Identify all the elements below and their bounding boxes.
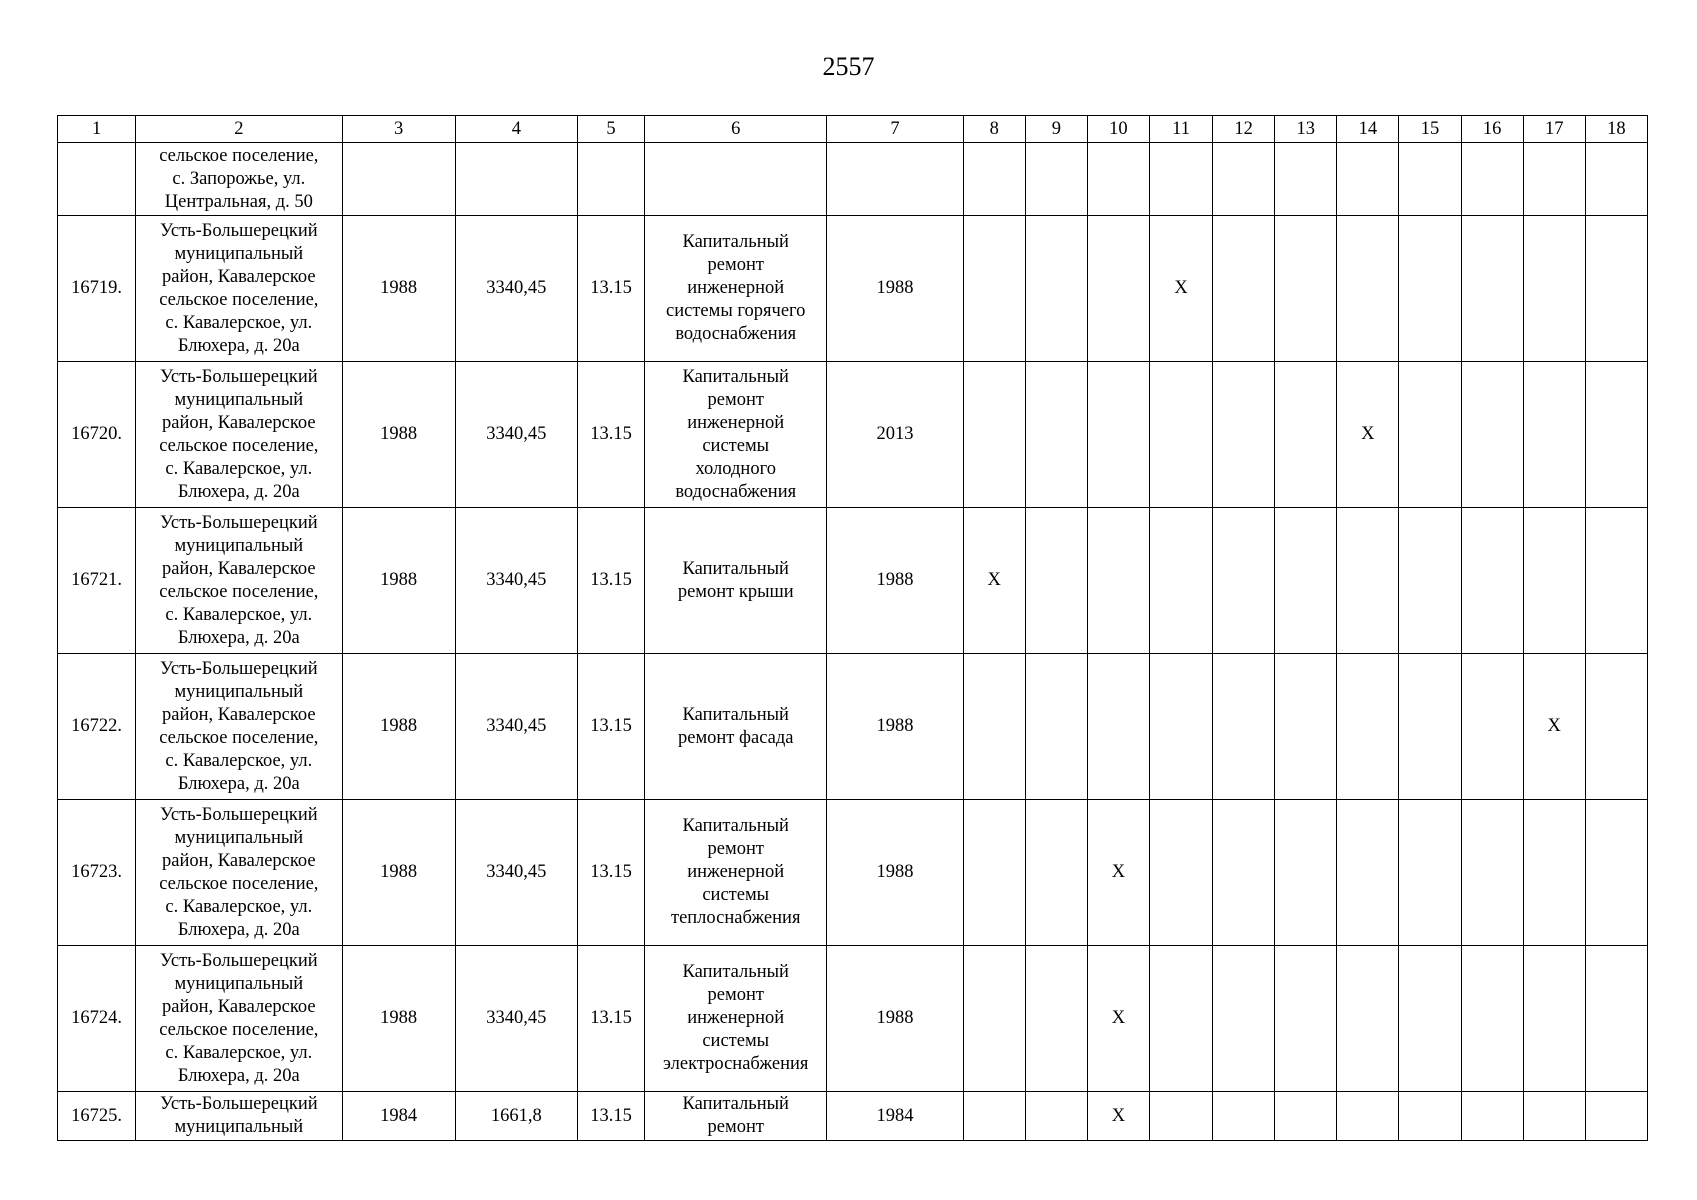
period-mark-col-15 bbox=[1399, 946, 1461, 1092]
period-mark-col-12 bbox=[1213, 216, 1275, 362]
period-mark-col-10 bbox=[1087, 508, 1149, 654]
table-row bbox=[58, 800, 1648, 946]
area-cell: 3340,45 bbox=[455, 654, 577, 800]
period-mark-col-11 bbox=[1149, 143, 1212, 216]
code-cell: 13.15 bbox=[577, 508, 644, 654]
period-mark-col-17 bbox=[1523, 216, 1585, 362]
period-mark-col-16 bbox=[1461, 216, 1523, 362]
address-cell: сельское поселение, с. Запорожье, ул. Центральная, д. 50 bbox=[136, 143, 342, 216]
column-header: 13 bbox=[1275, 116, 1337, 143]
table-row bbox=[58, 654, 1648, 800]
code-cell: 13.15 bbox=[577, 216, 644, 362]
period-mark-col-17: X bbox=[1523, 654, 1585, 800]
code-cell bbox=[577, 143, 644, 216]
period-mark-col-10 bbox=[1087, 654, 1149, 800]
period-mark-col-14 bbox=[1337, 216, 1399, 362]
work-type-cell: Капитальный ремонт фасада bbox=[645, 654, 827, 800]
address-cell: Усть-Большерецкий муниципальный район, Кавалерское сельское поселение, с. Кавалерское, ул. Блюхера, д. 20а bbox=[136, 654, 342, 800]
period-mark-col-12 bbox=[1213, 654, 1275, 800]
period-mark-col-13 bbox=[1275, 800, 1337, 946]
period-mark-col-11 bbox=[1149, 946, 1212, 1092]
period-mark-col-14: X bbox=[1337, 362, 1399, 508]
address-cell: Усть-Большерецкий муниципальный район, Кавалерское сельское поселение, с. Кавалерское, ул. Блюхера, д. 20а bbox=[136, 216, 342, 362]
period-mark-col-14 bbox=[1337, 1092, 1399, 1141]
year-built-cell: 1988 bbox=[342, 946, 455, 1092]
year-work-cell: 1988 bbox=[827, 216, 963, 362]
column-header: 7 bbox=[827, 116, 963, 143]
year-built-cell: 1988 bbox=[342, 800, 455, 946]
period-mark-col-11 bbox=[1149, 800, 1212, 946]
code-cell: 13.15 bbox=[577, 800, 644, 946]
row-number: 16723. bbox=[58, 800, 136, 946]
period-mark-col-13 bbox=[1275, 946, 1337, 1092]
column-header: 10 bbox=[1087, 116, 1149, 143]
table-row bbox=[58, 216, 1648, 362]
period-mark-col-15 bbox=[1399, 654, 1461, 800]
period-mark-col-15 bbox=[1399, 508, 1461, 654]
work-type-cell: Капитальный ремонт инженерной системы горячего водоснабжения bbox=[645, 216, 827, 362]
period-mark-col-17 bbox=[1523, 143, 1585, 216]
table-row bbox=[58, 508, 1648, 654]
table-row bbox=[58, 946, 1648, 1092]
period-mark-col-8 bbox=[963, 1092, 1025, 1141]
column-number-header-row bbox=[58, 116, 1648, 143]
period-mark-col-9 bbox=[1025, 946, 1087, 1092]
period-mark-col-13 bbox=[1275, 508, 1337, 654]
area-cell: 3340,45 bbox=[455, 216, 577, 362]
work-type-cell: Капитальный ремонт инженерной системы холодного водоснабжения bbox=[645, 362, 827, 508]
period-mark-col-15 bbox=[1399, 143, 1461, 216]
year-work-cell: 1988 bbox=[827, 946, 963, 1092]
period-mark-col-8 bbox=[963, 654, 1025, 800]
row-number: 16720. bbox=[58, 362, 136, 508]
year-built-cell: 1988 bbox=[342, 362, 455, 508]
year-built-cell bbox=[342, 143, 455, 216]
area-cell: 3340,45 bbox=[455, 508, 577, 654]
address-cell: Усть-Большерецкий муниципальный район, Кавалерское сельское поселение, с. Кавалерское, ул. Блюхера, д. 20а bbox=[136, 800, 342, 946]
period-mark-col-9 bbox=[1025, 800, 1087, 946]
period-mark-col-10: X bbox=[1087, 1092, 1149, 1141]
period-mark-col-15 bbox=[1399, 216, 1461, 362]
period-mark-col-10 bbox=[1087, 216, 1149, 362]
period-mark-col-18 bbox=[1585, 654, 1647, 800]
year-built-cell: 1988 bbox=[342, 216, 455, 362]
capital-repair-register-table bbox=[57, 115, 1648, 1141]
code-cell: 13.15 bbox=[577, 1092, 644, 1141]
period-mark-col-18 bbox=[1585, 143, 1647, 216]
column-header: 2 bbox=[136, 116, 342, 143]
area-cell: 1661,8 bbox=[455, 1092, 577, 1141]
period-mark-col-11 bbox=[1149, 362, 1212, 508]
period-mark-col-13 bbox=[1275, 654, 1337, 800]
period-mark-col-18 bbox=[1585, 216, 1647, 362]
period-mark-col-16 bbox=[1461, 143, 1523, 216]
period-mark-col-17 bbox=[1523, 362, 1585, 508]
address-cell: Усть-Большерецкий муниципальный bbox=[136, 1092, 342, 1141]
period-mark-col-12 bbox=[1213, 508, 1275, 654]
column-header: 4 bbox=[455, 116, 577, 143]
code-cell: 13.15 bbox=[577, 946, 644, 1092]
work-type-cell: Капитальный ремонт инженерной системы теплоснабжения bbox=[645, 800, 827, 946]
area-cell: 3340,45 bbox=[455, 800, 577, 946]
period-mark-col-12 bbox=[1213, 800, 1275, 946]
period-mark-col-18 bbox=[1585, 508, 1647, 654]
period-mark-col-18 bbox=[1585, 946, 1647, 1092]
period-mark-col-18 bbox=[1585, 1092, 1647, 1141]
table-row bbox=[58, 143, 1648, 216]
row-number: 16725. bbox=[58, 1092, 136, 1141]
period-mark-col-17 bbox=[1523, 946, 1585, 1092]
year-built-cell: 1988 bbox=[342, 654, 455, 800]
period-mark-col-16 bbox=[1461, 362, 1523, 508]
period-mark-col-9 bbox=[1025, 143, 1087, 216]
column-header: 3 bbox=[342, 116, 455, 143]
period-mark-col-15 bbox=[1399, 800, 1461, 946]
year-built-cell: 1988 bbox=[342, 508, 455, 654]
period-mark-col-9 bbox=[1025, 216, 1087, 362]
period-mark-col-13 bbox=[1275, 216, 1337, 362]
period-mark-col-10 bbox=[1087, 143, 1149, 216]
year-work-cell: 1988 bbox=[827, 800, 963, 946]
period-mark-col-16 bbox=[1461, 800, 1523, 946]
period-mark-col-14 bbox=[1337, 800, 1399, 946]
code-cell: 13.15 bbox=[577, 362, 644, 508]
period-mark-col-8 bbox=[963, 946, 1025, 1092]
period-mark-col-9 bbox=[1025, 508, 1087, 654]
period-mark-col-12 bbox=[1213, 946, 1275, 1092]
address-cell: Усть-Большерецкий муниципальный район, Кавалерское сельское поселение, с. Кавалерское, ул. Блюхера, д. 20а bbox=[136, 946, 342, 1092]
period-mark-col-11 bbox=[1149, 1092, 1212, 1141]
period-mark-col-16 bbox=[1461, 508, 1523, 654]
work-type-cell: Капитальный ремонт bbox=[645, 1092, 827, 1141]
page-number: 2557 bbox=[822, 52, 875, 81]
row-number bbox=[58, 143, 136, 216]
column-header: 8 bbox=[963, 116, 1025, 143]
column-header: 11 bbox=[1149, 116, 1212, 143]
row-number: 16722. bbox=[58, 654, 136, 800]
table-body bbox=[58, 143, 1648, 1141]
period-mark-col-9 bbox=[1025, 654, 1087, 800]
period-mark-col-11: X bbox=[1149, 216, 1212, 362]
period-mark-col-14 bbox=[1337, 143, 1399, 216]
column-header: 5 bbox=[577, 116, 644, 143]
period-mark-col-11 bbox=[1149, 654, 1212, 800]
period-mark-col-15 bbox=[1399, 1092, 1461, 1141]
row-number: 16719. bbox=[58, 216, 136, 362]
row-number: 16721. bbox=[58, 508, 136, 654]
year-work-cell: 1988 bbox=[827, 654, 963, 800]
area-cell: 3340,45 bbox=[455, 362, 577, 508]
column-header: 12 bbox=[1213, 116, 1275, 143]
table-row bbox=[58, 362, 1648, 508]
area-cell: 3340,45 bbox=[455, 946, 577, 1092]
address-cell: Усть-Большерецкий муниципальный район, Кавалерское сельское поселение, с. Кавалерское, ул. Блюхера, д. 20а bbox=[136, 508, 342, 654]
period-mark-col-10 bbox=[1087, 362, 1149, 508]
year-built-cell: 1984 bbox=[342, 1092, 455, 1141]
period-mark-col-16 bbox=[1461, 946, 1523, 1092]
period-mark-col-18 bbox=[1585, 800, 1647, 946]
period-mark-col-10: X bbox=[1087, 800, 1149, 946]
period-mark-col-16 bbox=[1461, 654, 1523, 800]
column-header: 15 bbox=[1399, 116, 1461, 143]
work-type-cell: Капитальный ремонт крыши bbox=[645, 508, 827, 654]
period-mark-col-17 bbox=[1523, 1092, 1585, 1141]
column-header: 9 bbox=[1025, 116, 1087, 143]
column-header: 17 bbox=[1523, 116, 1585, 143]
period-mark-col-16 bbox=[1461, 1092, 1523, 1141]
period-mark-col-13 bbox=[1275, 362, 1337, 508]
period-mark-col-10: X bbox=[1087, 946, 1149, 1092]
address-cell: Усть-Большерецкий муниципальный район, Кавалерское сельское поселение, с. Кавалерское, ул. Блюхера, д. 20а bbox=[136, 362, 342, 508]
period-mark-col-8 bbox=[963, 362, 1025, 508]
period-mark-col-13 bbox=[1275, 143, 1337, 216]
period-mark-col-17 bbox=[1523, 800, 1585, 946]
period-mark-col-9 bbox=[1025, 1092, 1087, 1141]
period-mark-col-12 bbox=[1213, 362, 1275, 508]
period-mark-col-14 bbox=[1337, 946, 1399, 1092]
year-work-cell bbox=[827, 143, 963, 216]
period-mark-col-9 bbox=[1025, 362, 1087, 508]
period-mark-col-18 bbox=[1585, 362, 1647, 508]
period-mark-col-14 bbox=[1337, 654, 1399, 800]
column-header: 6 bbox=[645, 116, 827, 143]
period-mark-col-8: X bbox=[963, 508, 1025, 654]
column-header: 18 bbox=[1585, 116, 1647, 143]
work-type-cell: Капитальный ремонт инженерной системы электроснабжения bbox=[645, 946, 827, 1092]
year-work-cell: 1988 bbox=[827, 508, 963, 654]
area-cell bbox=[455, 143, 577, 216]
column-header: 14 bbox=[1337, 116, 1399, 143]
table-row bbox=[58, 1092, 1648, 1141]
period-mark-col-14 bbox=[1337, 508, 1399, 654]
period-mark-col-8 bbox=[963, 143, 1025, 216]
period-mark-col-12 bbox=[1213, 1092, 1275, 1141]
column-header: 16 bbox=[1461, 116, 1523, 143]
period-mark-col-8 bbox=[963, 216, 1025, 362]
code-cell: 13.15 bbox=[577, 654, 644, 800]
period-mark-col-13 bbox=[1275, 1092, 1337, 1141]
work-type-cell bbox=[645, 143, 827, 216]
period-mark-col-12 bbox=[1213, 143, 1275, 216]
year-work-cell: 2013 bbox=[827, 362, 963, 508]
period-mark-col-15 bbox=[1399, 362, 1461, 508]
period-mark-col-17 bbox=[1523, 508, 1585, 654]
period-mark-col-11 bbox=[1149, 508, 1212, 654]
row-number: 16724. bbox=[58, 946, 136, 1092]
year-work-cell: 1984 bbox=[827, 1092, 963, 1141]
period-mark-col-8 bbox=[963, 800, 1025, 946]
column-header: 1 bbox=[58, 116, 136, 143]
